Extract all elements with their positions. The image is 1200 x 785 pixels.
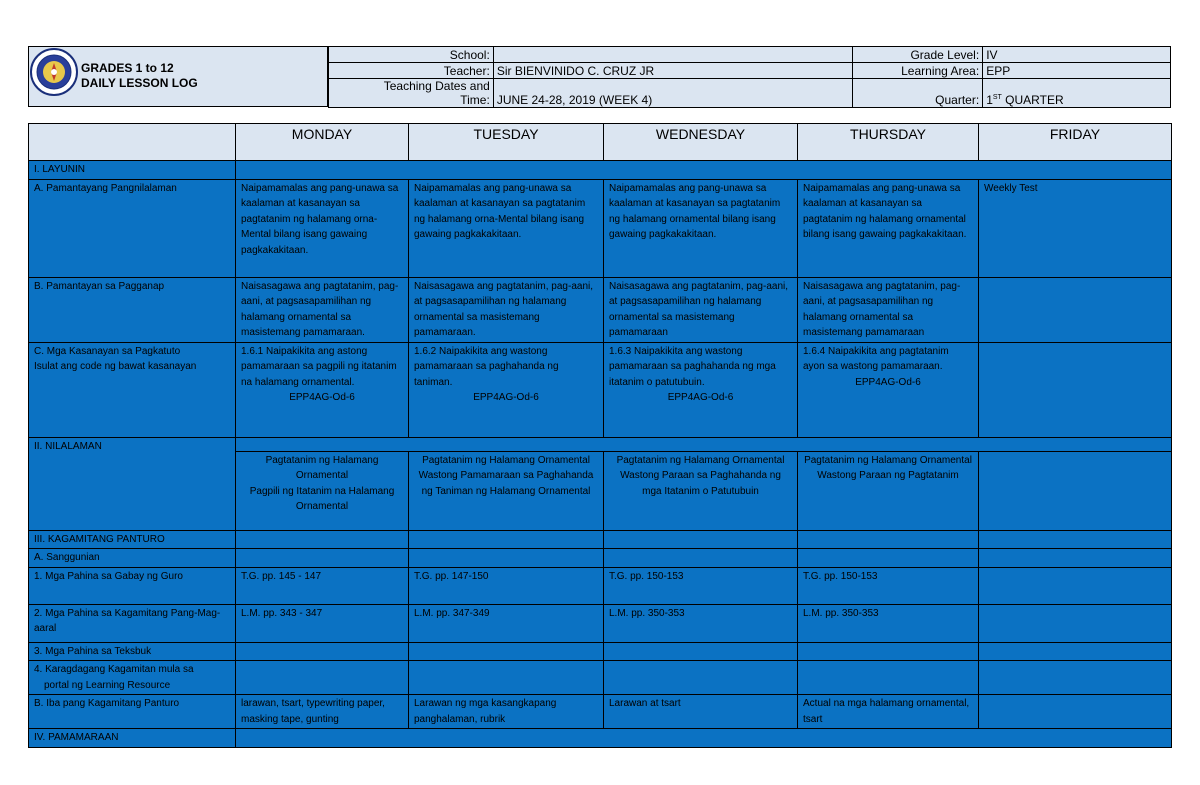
- cell-pamantayang-wed: Naipamamalas ang pang-unawa sa kaalaman at kasanayan sa pagtatanim ng halamang ornamental bilang isang gawaing pagkakakitaan.: [604, 179, 798, 277]
- cell-pamantayang-thu: Naipamamalas ang pang-unawa sa kaalaman at kasanayan sa pagtatanim ng halamang ornamental bilang isang gawaing pagkakakitaan.: [798, 179, 979, 277]
- cell-iba-fri: [979, 695, 1172, 729]
- grade-value: IV: [983, 47, 1171, 63]
- kasanayan-code: EPP4AG-Od-6: [473, 392, 539, 403]
- empty-span: [236, 729, 1172, 748]
- empty-cell: [604, 530, 798, 549]
- row-label-kasanayan: [29, 342, 236, 437]
- cell-kasanayan-mon: [236, 342, 409, 437]
- area-label: Learning Area:: [853, 63, 983, 79]
- karagdagan-line2: portal ng Learning Resource: [44, 679, 171, 691]
- corner-cell: [29, 124, 236, 161]
- cell-kasanayan-thu: [798, 342, 979, 437]
- cell-magaaral-fri: [979, 604, 1172, 642]
- row-label-sanggunian: A. Sanggunian: [29, 549, 236, 568]
- cell-gabay-mon: T.G. pp. 145 - 147: [236, 567, 409, 604]
- kasanayan-text: 1.6.4 Naipakikita ang pagtatanim ayon sa wastong pamamaraan.: [803, 345, 949, 372]
- cell-magaaral-thu: L.M. pp. 350-353: [798, 604, 979, 642]
- cell-nilalaman-fri: [979, 451, 1172, 530]
- day-monday: MONDAY: [236, 124, 409, 161]
- row-label-pamantayang: A. Pamantayang Pangnilalaman: [29, 179, 236, 277]
- cell-nilalaman-mon: Pagtatanim ng Halamang Ornamental Pagpili ng Itatanim na Halamang Ornamental: [236, 451, 409, 530]
- table-row: [29, 642, 1172, 661]
- empty-cell: [236, 661, 409, 695]
- table-row: [29, 179, 1172, 277]
- table-row: [29, 437, 1172, 451]
- cell-gabay-wed: T.G. pp. 150-153: [604, 567, 798, 604]
- cell-pamantayang-fri: Weekly Test: [979, 179, 1172, 277]
- teacher-value: Sir BIENVINIDO C. CRUZ JR: [493, 63, 853, 79]
- school-label: School:: [329, 47, 494, 63]
- cell-magaaral-tue: L.M. pp. 347-349: [409, 604, 604, 642]
- kasanayan-code: EPP4AG-Od-6: [289, 392, 355, 403]
- cell-nilalaman-thu: Pagtatanim ng Halamang Ornamental Wastong Paraan ng Pagtatanim: [798, 451, 979, 530]
- cell-kasanayan-wed: [604, 342, 798, 437]
- document-title: [81, 61, 198, 91]
- day-header-row: [29, 124, 1172, 161]
- dates-label-line1: Teaching Dates and: [383, 79, 490, 93]
- day-tuesday: TUESDAY: [409, 124, 604, 161]
- empty-cell: [979, 661, 1172, 695]
- info-table: [328, 46, 1171, 108]
- row-label-magaaral: 2. Mga Pahina sa Kagamitang Pang-Mag-aaral: [29, 604, 236, 642]
- teacher-label: Teacher:: [329, 63, 494, 79]
- table-row: [29, 342, 1172, 437]
- quarter-sup: ST: [992, 94, 1002, 101]
- table-row: [29, 549, 1172, 568]
- dates-label: [329, 79, 494, 108]
- table-row: [29, 161, 1172, 180]
- cell-iba-tue: Larawan ng mga kasangkapang panghalaman, rubrik: [409, 695, 604, 729]
- cell-nilalaman-tue: Pagtatanim ng Halamang Ornamental Wastong Pamamaraan sa Paghahanda ng Taniman ng Halamang Ornamental: [409, 451, 604, 530]
- empty-span: [236, 161, 1172, 180]
- cell-iba-wed: Larawan at tsart: [604, 695, 798, 729]
- cell-pamantayang-mon: Naipamamalas ang pang-unawa sa kaalaman at kasanayan sa pagtatanim ng halamang orna- Mental bilang isang gawaing pagkakakitaan.: [236, 179, 409, 277]
- lesson-log-table: [28, 123, 1172, 748]
- area-value: EPP: [983, 63, 1171, 79]
- empty-cell: [409, 549, 604, 568]
- empty-cell: [979, 549, 1172, 568]
- cell-nilalaman-wed: Pagtatanim ng Halamang Ornamental Wastong Paraan sa Paghahanda ng mga Itatanim o Patutubuin: [604, 451, 798, 530]
- empty-cell: [236, 642, 409, 661]
- table-row: [29, 567, 1172, 604]
- table-row: [29, 530, 1172, 549]
- table-row: [29, 729, 1172, 748]
- empty-cell: [798, 549, 979, 568]
- empty-cell: [604, 661, 798, 695]
- cell-iba-mon: larawan, tsart, typewriting paper, masking tape, gunting: [236, 695, 409, 729]
- title-line-1: GRADES 1 to 12: [81, 61, 174, 75]
- row-label-karagdagan: [29, 661, 236, 695]
- cell-kasanayan-tue: [409, 342, 604, 437]
- day-wednesday: WEDNESDAY: [604, 124, 798, 161]
- cell-magaaral-wed: L.M. pp. 350-353: [604, 604, 798, 642]
- cell-gabay-thu: T.G. pp. 150-153: [798, 567, 979, 604]
- section-nilalaman: II. NILALAMAN: [29, 437, 236, 530]
- title-line-2: DAILY LESSON LOG: [81, 76, 198, 90]
- empty-cell: [979, 642, 1172, 661]
- empty-cell: [236, 530, 409, 549]
- row-label-gabay: 1. Mga Pahina sa Gabay ng Guro: [29, 567, 236, 604]
- kasanayan-text: 1.6.1 Naipakikita ang astong pamamaraan sa pagpili ng itatanim na halamang ornamental.: [241, 345, 397, 388]
- empty-cell: [236, 549, 409, 568]
- dates-label-line2: Time:: [460, 93, 490, 107]
- table-row: [29, 604, 1172, 642]
- kasanayan-text: 1.6.3 Naipakikita ang wastong pamamaraan sa paghahanda ng mga itatanim o patutubuin.: [609, 345, 776, 388]
- table-row: [29, 695, 1172, 729]
- section-kagamitan: III. KAGAMITANG PANTURO: [29, 530, 236, 549]
- kasanayan-code: EPP4AG-Od-6: [667, 392, 734, 403]
- table-row: [29, 277, 1172, 342]
- cell-magaaral-mon: L.M. pp. 343 - 347: [236, 604, 409, 642]
- quarter-num: 1: [986, 93, 993, 107]
- empty-cell: [798, 642, 979, 661]
- section-pamamaraan: IV. PAMAMARAAN: [29, 729, 236, 748]
- kasanayan-label-line1: C. Mga Kasanayan sa Pagkatuto: [34, 345, 181, 357]
- quarter-value: [983, 79, 1171, 108]
- cell-kasanayan-fri: [979, 342, 1172, 437]
- empty-cell: [979, 530, 1172, 549]
- empty-cell: [409, 661, 604, 695]
- kasanayan-code: EPP4AG-Od-6: [855, 376, 921, 388]
- cell-pamantayang-tue: Naipamamalas ang pang-unawa sa kaalaman at kasanayan sa pagtatanim ng halamang orna-Mental bilang isang gawaing pagkakakitaan.: [409, 179, 604, 277]
- empty-cell: [798, 530, 979, 549]
- row-label-iba: B. Iba pang Kagamitang Panturo: [29, 695, 236, 729]
- cell-pagganap-fri: [979, 277, 1172, 342]
- day-thursday: THURSDAY: [798, 124, 979, 161]
- cell-iba-thu: Actual na mga halamang ornamental, tsart: [798, 695, 979, 729]
- empty-cell: [604, 642, 798, 661]
- cell-pagganap-wed: Naisasagawa ang pagtatanim, pag-aani, at pagsasapamilihan ng halamang ornamental sa masistemang pamamaraan: [604, 277, 798, 342]
- empty-cell: [604, 549, 798, 568]
- deped-seal-icon: [30, 48, 78, 96]
- quarter-label: Quarter:: [853, 79, 983, 108]
- table-row: [29, 661, 1172, 695]
- dates-value: JUNE 24-28, 2019 (WEEK 4): [493, 79, 853, 108]
- school-value: [493, 47, 853, 63]
- cell-pagganap-thu: Naisasagawa ang pagtatanim, pag-aani, at pagsasapamilihan ng halamang ornamental sa masistemang pamamaraan: [798, 277, 979, 342]
- day-friday: FRIDAY: [979, 124, 1172, 161]
- empty-cell: [798, 661, 979, 695]
- quarter-rest: QUARTER: [1001, 93, 1064, 107]
- section-layunin: I. LAYUNIN: [29, 161, 236, 180]
- empty-cell: [409, 642, 604, 661]
- empty-span: [236, 437, 1172, 451]
- cell-pagganap-tue: Naisasagawa ang pagtatanim, pag-aani, at pagsasapamilihan ng halamang ornamental sa masistemang pamamaraan.: [409, 277, 604, 342]
- kasanayan-label-line2: Isulat ang code ng bawat kasanayan: [34, 361, 197, 372]
- row-label-pagganap: B. Pamantayan sa Pagganap: [29, 277, 236, 342]
- cell-pagganap-mon: Naisasagawa ang pagtatanim, pag-aani, at pagsasapamilihan ng halamang ornamental sa masistemang pamamaraan.: [236, 277, 409, 342]
- cell-gabay-fri: [979, 567, 1172, 604]
- row-label-teksbuk: 3. Mga Pahina sa Teksbuk: [29, 642, 236, 661]
- grade-label: Grade Level:: [853, 47, 983, 63]
- kasanayan-text: 1.6.2 Naipakikita ang wastong pamamaraan sa paghahanda ng taniman.: [414, 345, 559, 388]
- empty-cell: [409, 530, 604, 549]
- karagdagan-line1: 4. Karagdagang Kagamitan mula sa: [34, 664, 194, 675]
- cell-gabay-tue: T.G. pp. 147-150: [409, 567, 604, 604]
